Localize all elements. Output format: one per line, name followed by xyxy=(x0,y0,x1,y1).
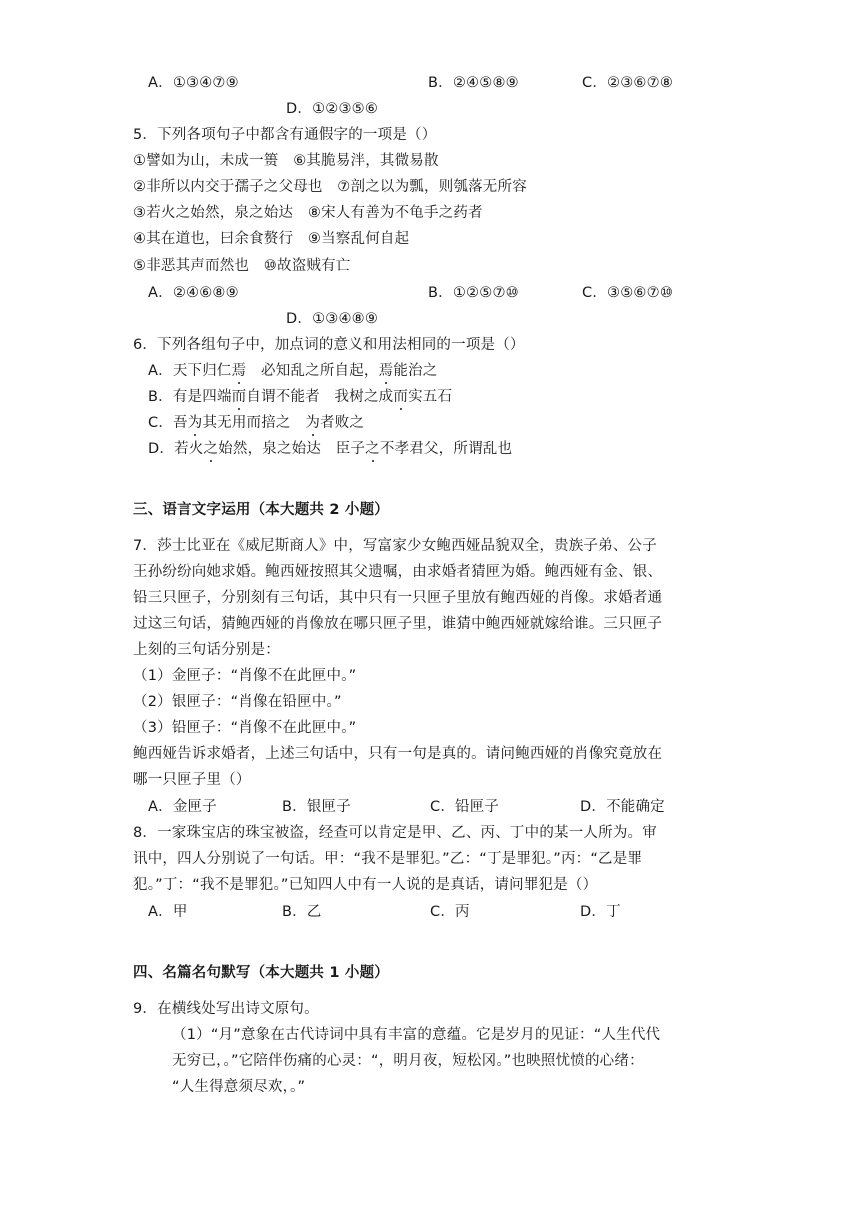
q7-option-b: B．银匣子 xyxy=(282,799,351,815)
dotted-word: 之 xyxy=(365,441,380,457)
q5-option-b: B．①②⑤⑦⑩ xyxy=(428,285,519,301)
q7-line: （3）铅匣子：“肖像不在此匣中。” xyxy=(133,720,357,736)
section-heading: 四、名篇名句默写（本大题共 1 小题） xyxy=(133,965,389,981)
q6-option-d: D．若火之始然，泉之始达 臣子之不孝君父，所谓乱也 xyxy=(148,441,513,457)
q9-line: 无穷已，。”它陪伴伤痛的心灵：“，明月夜，短松冈。”也映照忧愤的心绪： xyxy=(172,1053,644,1069)
dotted-word: 之 xyxy=(203,441,219,457)
q9-line: “人生得意须尽欢，。” xyxy=(172,1079,306,1095)
q7-line: 上刻的三句话分别是： xyxy=(133,642,280,658)
dotted-word: 为 xyxy=(305,415,321,431)
q7-option-a: A．金匣子 xyxy=(148,799,217,815)
q8-option-a: A．甲 xyxy=(148,904,188,920)
q8-option-d: D．丁 xyxy=(580,904,621,920)
q7-line: 鲍西娅告诉求婚者，上述三句话中，只有一句是真的。请问鲍西娅的肖像究竟放在 xyxy=(133,746,663,762)
q5-option-d: D．①③④⑧⑨ xyxy=(286,311,379,327)
q5-line: ⑤非恶其声而然也 ⑩故盗贼有亡 xyxy=(133,258,351,274)
q7-option-d: D．不能确定 xyxy=(580,799,665,815)
q5-line: ③若火之始然，泉之始达 ⑧宋人有善为不龟手之药者 xyxy=(133,205,483,221)
q7-line: 过这三句话，猜鲍西娅的肖像放在哪只匣子里，谁猜中鲍西娅就嫁给谁。三只匣子 xyxy=(133,616,663,632)
q4-option-a: A．①③④⑦⑨ xyxy=(148,75,239,91)
q8-option-b: B．乙 xyxy=(282,904,322,920)
q5-line: ①譬如为山，未成一篑 ⑥其脆易泮，其微易散 xyxy=(133,153,439,169)
q6-option-a: A．天下归仁焉 必知乱之所自起，焉能治之 xyxy=(148,363,438,379)
q5-stem: 5．下列各项句子中都含有通假字的一项是（） xyxy=(133,127,437,143)
q9-line: （1）“月”意象在古代诗词中具有丰富的意蕴。它是岁月的见证：“人生代代 xyxy=(172,1027,661,1043)
dotted-word: 焉 xyxy=(231,363,247,379)
q7-line: 7．莎士比亚在《威尼斯商人》中，写富家少女鲍西娅品貌双全，贵族子弟、公子 xyxy=(133,538,657,554)
q7-line: 铅三只匣子，分别刻有三句话，其中只有一只匣子里放有鲍西娅的肖像。求婚者通 xyxy=(133,590,663,606)
section-heading: 三、语言文字运用（本大题共 2 小题） xyxy=(133,502,389,518)
q5-option-a: A．②④⑥⑧⑨ xyxy=(148,285,239,301)
q8-line: 犯。”丁：“我不是罪犯。”已知四人中有一人说的是真话，请问罪犯是（） xyxy=(133,877,598,893)
q6-option-c: C．吾为其无用而掊之 为者败之 xyxy=(148,415,365,431)
q9-stem: 9．在横线处写出诗文原句。 xyxy=(133,1001,319,1017)
q7-line: （1）金匣子：“肖像不在此匣中。” xyxy=(133,668,357,684)
dotted-word: 而 xyxy=(231,389,247,405)
q7-line: 哪一只匣子里（） xyxy=(133,772,251,788)
q8-line: 讯中，四人分别说了一句话。甲：“我不是罪犯。”乙：“丁是罪犯。”丙：“乙是罪 xyxy=(133,851,643,867)
q6-option-b: B．有是四端而自谓不能者 我树之成而实五石 xyxy=(148,389,453,405)
q7-line: （2）银匣子：“肖像在铅匣中。” xyxy=(133,694,342,710)
dotted-word: 而 xyxy=(393,389,409,405)
q8-line: 8．一家珠宝店的珠宝被盗，经查可以肯定是甲、乙、丙、丁中的某一人所为。审 xyxy=(133,825,657,841)
q4-option-c: C．②③⑥⑦⑧ xyxy=(582,75,674,91)
q6-stem: 6．下列各组句子中，加点词的意义和用法相同的一项是（） xyxy=(133,337,525,353)
q7-line: 王孙纷纷向她求婚。鲍西娅按照其父遗嘱，由求婚者猜匣为婚。鲍西娅有金、银、 xyxy=(133,564,663,580)
q7-option-c: C．铅匣子 xyxy=(430,799,500,815)
dotted-word: 为 xyxy=(187,415,203,431)
q8-option-c: C．丙 xyxy=(430,904,470,920)
q5-option-c: C．③⑤⑥⑦⑩ xyxy=(582,285,674,301)
q5-line: ④其在道也，曰余食赘行 ⑨当察乱何自起 xyxy=(133,231,410,247)
q5-line: ②非所以内交于孺子之父母也 ⑦剖之以为瓢，则瓠落无所容 xyxy=(133,179,527,195)
dotted-word: 焉 xyxy=(378,363,394,379)
q4-option-d: D．①②③⑤⑥ xyxy=(286,101,379,117)
q4-option-b: B．②④⑤⑧⑨ xyxy=(428,75,519,91)
